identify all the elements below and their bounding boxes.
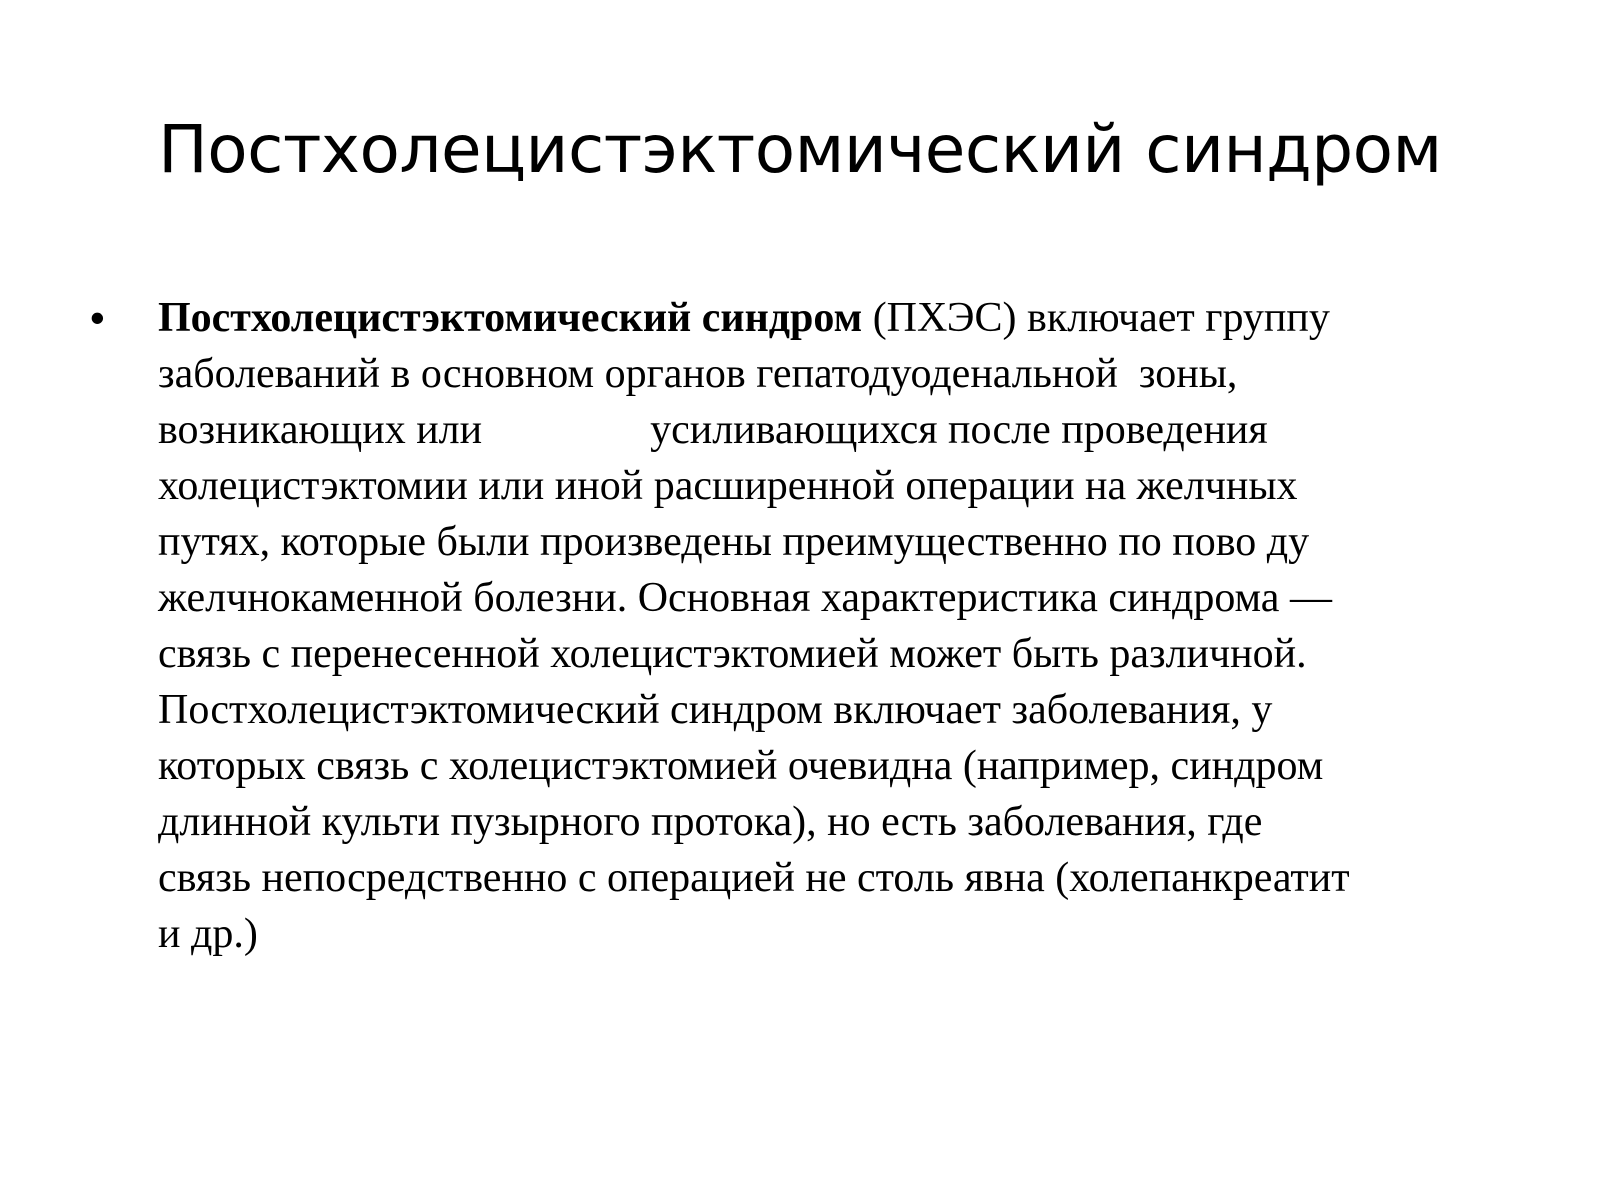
bullet-list [90, 290, 1520, 962]
body-line: связь с перенесенной холецистэктомией может быть различной. [158, 631, 1307, 677]
body-line-1-rest: (ПХЭС) включает группу [862, 295, 1330, 341]
body-line: холецистэктомии или иной расширенной операции на желчных [158, 463, 1298, 509]
body-line: и др.) [158, 911, 258, 957]
body-line: заболеваний в основном органов гепатодуоденальной зоны, [158, 351, 1238, 397]
body-line: которых связь с холецистэктомией очевидна (например, синдром [158, 743, 1324, 789]
body-line: путях, которые были произведены преимущественно по пово ду [158, 519, 1310, 565]
body-line: связь непосредственно с операцией не столь явна (холепанкреатит [158, 855, 1350, 901]
body-line-1 [158, 290, 1520, 346]
highlighted-term: Постхолецистэктомический синдром [158, 295, 863, 341]
body-line: возникающих или усиливающихся после проведения [158, 407, 1268, 453]
body-line: желчнокаменной болезни. Основная характеристика синдрома — [158, 575, 1332, 621]
bullet-item [90, 290, 1520, 962]
bullet-marker: • [90, 294, 105, 341]
body-line: Постхолецистэктомический синдром включает заболевания, у [158, 687, 1273, 733]
slide-title: Постхолецистэктомический синдром [158, 111, 1442, 188]
body-line: длинной культи пузырного протока), но есть заболевания, где [158, 799, 1263, 845]
